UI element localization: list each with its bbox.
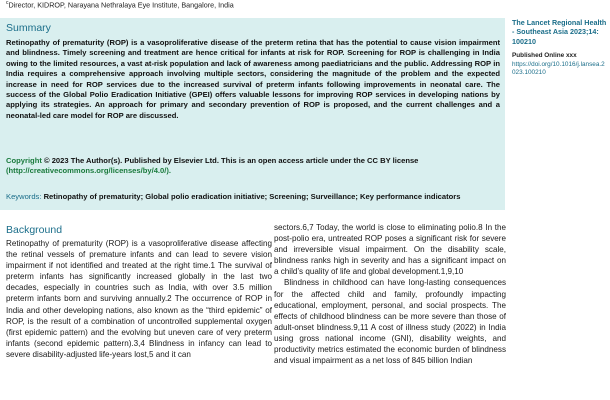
summary-heading: Summary [6,22,51,34]
affiliation-line [6,0,234,9]
copyright-notice [6,156,500,177]
journal-name: The Lancet Regional Health - Southeast Asia 2023;14: 100210 [512,18,607,46]
background-paragraph-2: sectors.6,7 Today, the world is close to eliminating polio.8 In the post-polio era, untreated ROP poses a significant risk for severe and irreversible visual impairment. On the disability scale, blindness ranks high in severity and has a significant impact on a child’s quality of life and global development.1,9,10 [274,223,506,277]
doi-link[interactable]: https://doi.org/10.1016/j.lansea.2023.100210 [512,60,605,77]
license-link[interactable]: (http://creativecommons.org/licenses/by/4.0/). [6,166,172,176]
affiliation-marker: c [6,0,9,6]
summary-text: Retinopathy of prematurity (ROP) is a vasoproliferative disease of the preterm retina that has the potential to cause vision impairment and blindness. Timely screening and treatment are hence critical for infants at risk for ROP. Screening for ROP is challenging in India owing to the limited resources, a vast at-risk population and lack of awareness among paediatricians and the public. Addressing ROP in India requires a comprehensive approach involving multiple sectors, considering the magnitude of the problem and the expected increase in need for ROP services due to the increased survival of preterm infants following improvements in neonatal care. The success of the Global Polio Eradication Initiative (GPEI) offers valuable lessons for improving ROP services in developing nations by applying its strategies. An approach for primary and secondary prevention of ROP is proposed, and the current challenges and a neonatal-led care model for ROP are discussed. [6,38,500,120]
keywords-label: Keywords: [6,192,42,201]
keywords-line [6,192,500,202]
background-heading: Background [6,224,63,236]
copyright-text: © 2023 The Author(s). Published by Elsevier Ltd. This is an open access article under the CC BY license [43,156,419,165]
background-left-column [6,238,272,360]
journal-sidebar [512,18,608,77]
copyright-label: Copyright [6,156,42,165]
affiliation-text: Director, KIDROP, Narayana Nethralaya Eye Institute, Bangalore, India [8,0,234,10]
keywords-text: Retinopathy of prematurity; Global polio eradication initiative; Screening; Surveillance; Key performance indicators [43,192,461,201]
background-paragraph-1: Retinopathy of prematurity (ROP) is a vasoproliferative disease affecting the retinal vessels of premature infants and can lead to severe vision impairment if not identified and treated at the right time.1 The survival of preterm infants has significantly increased globally in the last two decades, especially in countries such as India, with over 3.5 million preterm infants born and surviving annually.2 The occurrence of ROP in India and other developing nations, also known as the “third epidemic” of ROP, is the result of a combination of uncontrolled supplemental oxygen (first epidemic pattern) and the evolving but uneven care of very preterm infants (second epidemic pattern).3,4 Blindness in infancy can lead to severe disability-adjusted life-years lost,5 and it can [6,239,272,359]
background-paragraph-3: Blindness in childhood can have long-lasting consequences for the affected child and family, profoundly impacting educational, employment, personal, and social prospects. The effects of childhood blindness can be more severe than those of adult-onset blindness.9,11 A cost of illness study (2022) in India using gross national income (GNI), disability weights, and productivity metrics estimated the economic burden of blindness and visual impairment as a net loss of 845 billion Indian [274,278,506,366]
background-right-column [274,222,506,366]
published-online: Published Online xxx [512,52,577,60]
